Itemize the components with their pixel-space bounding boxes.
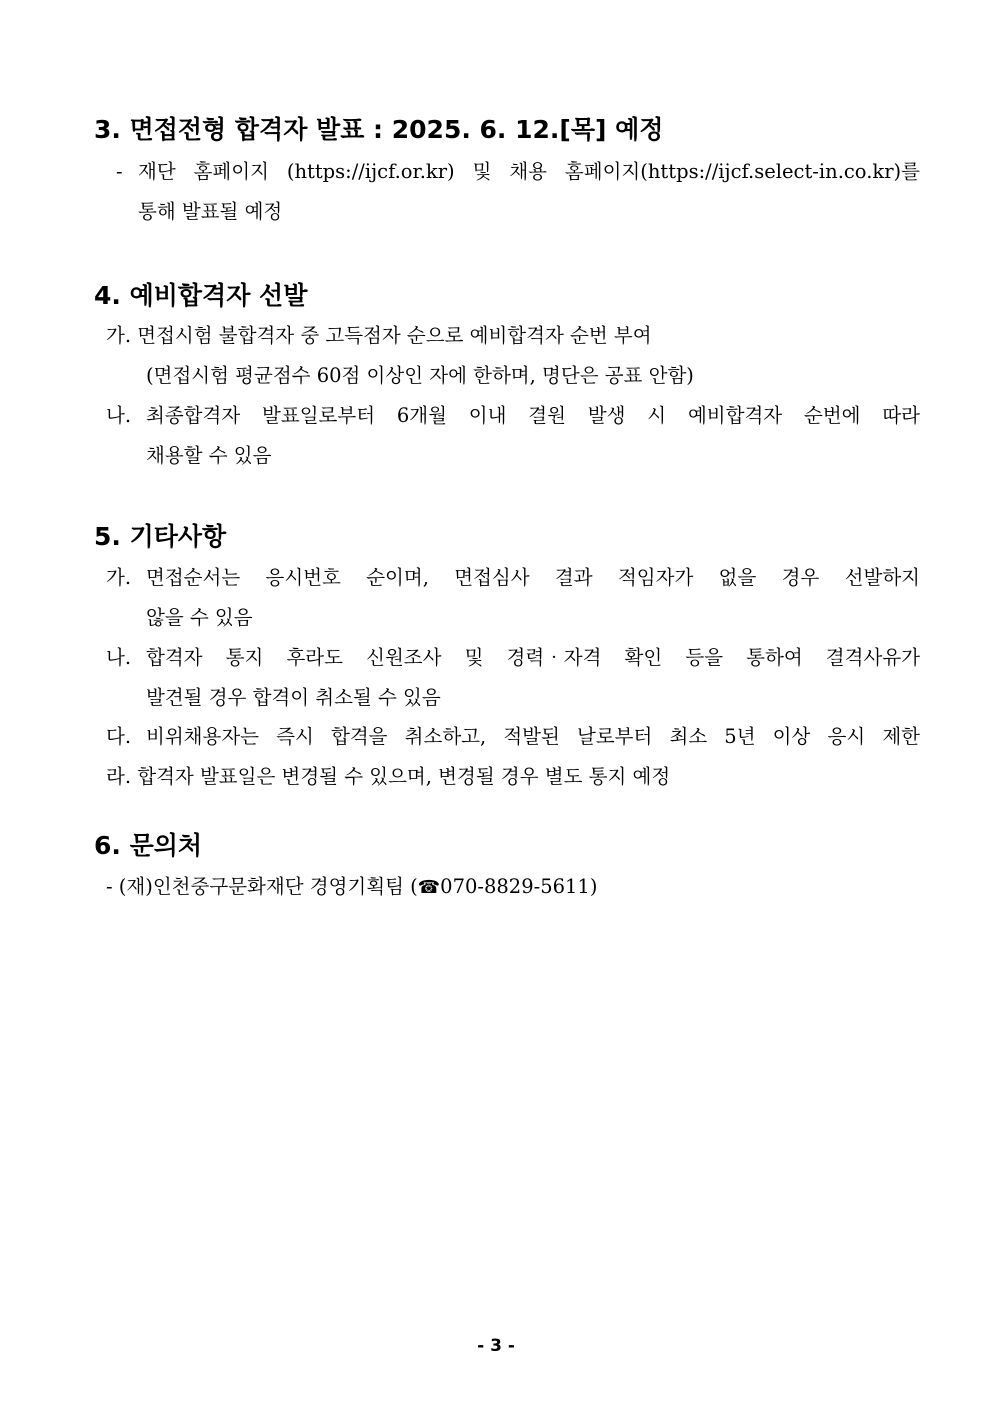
- list-item: [106, 723, 920, 751]
- contact-suffix: ): [589, 875, 598, 898]
- phone-icon: ☎: [417, 877, 441, 898]
- list-item-continuation: [138, 198, 282, 226]
- list-marker: 나.: [106, 404, 132, 427]
- list-item-text: [146, 564, 920, 592]
- section-heading: 6. 문의처: [94, 831, 203, 860]
- list-item-text: [146, 402, 920, 430]
- list-item-text: (면접시험 평균점수 60점 이상인 자에 한하며, 명단은 공표 안함): [146, 364, 694, 387]
- section-heading: 3. 면접전형 합격자 발표 : 2025. 6. 12.[목] 예정: [94, 115, 664, 144]
- contact-organization: (재)인천중구문화재단 경영기획팀 (: [118, 875, 418, 898]
- list-item: [106, 322, 652, 350]
- section-heading: 4. 예비합격자 선발: [94, 281, 308, 310]
- list-item-text-content: 최종합격자 발표일로부터 6개월 이내 결원 발생 시 예비합격자 순번에 따라: [146, 404, 920, 427]
- contact-phone: 070-8829-5611: [440, 875, 590, 898]
- list-marker: -: [106, 875, 113, 898]
- list-item-continuation: [146, 604, 253, 632]
- list-item-text-content: 비위채용자는 즉시 합격을 취소하고, 적발된 날로부터 최소 5년 이상 응시 제한: [146, 725, 920, 748]
- list-marker: 다.: [106, 725, 132, 748]
- page-number: - 3 -: [477, 1336, 515, 1356]
- list-item-continuation: [146, 362, 694, 390]
- list-item-text: 면접시험 불합격자 중 고득점자 순으로 예비합격자 순번 부여: [137, 324, 652, 347]
- list-item-text: 채용할 수 있음: [146, 444, 272, 467]
- list-marker: 가.: [106, 566, 132, 589]
- list-item: [106, 644, 920, 672]
- list-marker: 가.: [106, 324, 132, 347]
- list-item: [116, 158, 920, 186]
- list-item-continuation: [146, 442, 271, 470]
- list-item: [106, 564, 920, 592]
- list-item-text: 발견될 경우 합격이 취소될 수 있음: [146, 686, 441, 709]
- list-item: [106, 402, 920, 430]
- section-announcement: [94, 114, 924, 146]
- section-contact: [94, 830, 924, 862]
- contact-line: [106, 873, 597, 902]
- list-item-text: 않을 수 있음: [146, 606, 253, 629]
- list-item-text-content: 재단 홈페이지 (https://ijcf.or.kr) 및 채용 홈페이지(https://ijcf.select-in.co.kr)를: [138, 160, 920, 183]
- section-heading: 5. 기타사항: [94, 522, 227, 551]
- list-item-text: [146, 723, 920, 751]
- list-item-text-content: 면접순서는 응시번호 순이며, 면접심사 결과 적임자가 없을 경우 선발하지: [146, 566, 920, 589]
- list-marker: -: [116, 160, 123, 183]
- list-item-text: 합격자 발표일은 변경될 수 있으며, 변경될 경우 별도 통지 예정: [137, 765, 671, 788]
- section-other-notes: [94, 521, 924, 553]
- list-item: [106, 763, 670, 791]
- list-item-text: [138, 158, 920, 186]
- list-item-text-content: 합격자 통지 후라도 신원조사 및 경력‧자격 확인 등을 통하여 결격사유가: [146, 646, 920, 669]
- list-item-continuation: [146, 684, 441, 712]
- list-item-text: 통해 발표될 예정: [138, 200, 283, 223]
- section-reserve-candidates: [94, 280, 924, 312]
- list-marker: 나.: [106, 646, 132, 669]
- list-item-text: [146, 644, 920, 672]
- list-marker: 라.: [106, 765, 132, 788]
